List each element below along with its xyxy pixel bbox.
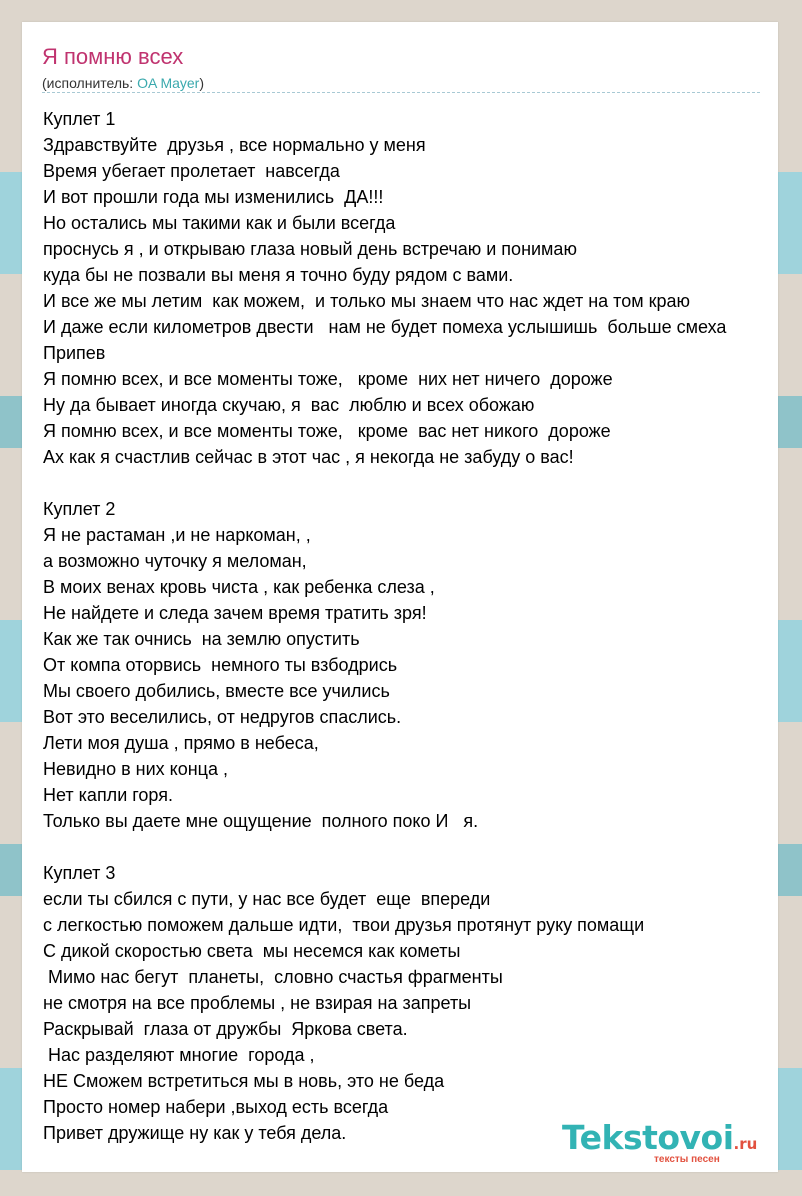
logo-tagline: тексты песен	[654, 1154, 720, 1165]
lyric-line: Я помню всех, и все моменты тоже, кроме вас нет никого дороже	[43, 421, 611, 441]
lyric-line: Здравствуйте друзья , все нормально у меня	[43, 135, 426, 155]
lyric-line: Лети моя душа , прямо в небеса,	[43, 733, 319, 753]
lyric-line: проснусь я , и открываю глаза новый день встречаю и понимаю	[43, 239, 577, 259]
lyric-line: Вот это веселились, от недругов спаслись.	[43, 707, 402, 727]
lyric-line: Куплет 3	[43, 863, 116, 883]
lyrics-text	[43, 106, 778, 1146]
lyric-line: Я не растаман ,и не наркоман, ,	[43, 525, 311, 545]
lyric-line: И вот прошли года мы изменились ДА!!!	[43, 187, 384, 207]
lyric-line: Невидно в них конца ,	[43, 759, 228, 779]
lyric-line: Не найдете и следа зачем время тратить зря!	[43, 603, 427, 623]
artist-suffix: )	[199, 75, 205, 91]
lyric-line: Привет дружище ну как у тебя дела.	[43, 1123, 347, 1143]
artist-prefix: (исполнитель:	[42, 75, 138, 91]
lyric-line	[43, 834, 778, 860]
artist-link[interactable]: OA Mayer	[137, 75, 200, 91]
lyric-line: Время убегает пролетает навсегда	[43, 161, 340, 181]
song-title: Я помню всех	[42, 44, 184, 69]
lyric-line: Куплет 1	[43, 109, 116, 129]
lyric-line: если ты сбился с пути, у нас все будет еще впереди	[43, 889, 491, 909]
lyric-line: не смотря на все проблемы , не взирая на запреты	[43, 993, 472, 1013]
lyric-line: От компа оторвись немного ты взбодрись	[43, 655, 398, 675]
lyric-line: Нет капли горя.	[43, 785, 173, 805]
stripe-beige	[0, 1170, 802, 1196]
lyric-line: Ах как я счастлив сейчас в этот час , я некогда не забуду о вас!	[43, 447, 574, 467]
lyric-line: Но остались мы такими как и были всегда	[43, 213, 396, 233]
lyric-line: Мы своего добились, вместе все учились	[43, 681, 390, 701]
lyric-line: И даже если километров двести нам не будет помеха услышишь больше смеха	[43, 317, 727, 337]
logo-tld: .ru	[733, 1135, 758, 1153]
lyric-line: И все же мы летим как можем, и только мы знаем что нас ждет на том краю	[43, 291, 690, 311]
site-logo[interactable]	[562, 1118, 772, 1168]
lyric-line	[43, 470, 778, 496]
lyric-line: Я помню всех, и все моменты тоже, кроме них нет ничего дороже	[43, 369, 613, 389]
lyric-line: Припев	[43, 343, 106, 363]
lyric-line: Как же так очнись на землю опустить	[43, 629, 360, 649]
logo-name: Tekstovoi	[562, 1118, 734, 1157]
lyric-line: В моих венах кровь чиста , как ребенка слеза ,	[43, 577, 435, 597]
lyric-line: Ну да бывает иногда скучаю, я вас люблю и всех обожаю	[43, 395, 535, 415]
lyrics-card	[22, 22, 778, 1172]
lyric-line: куда бы не позвали вы меня я точно буду рядом с вами.	[43, 265, 514, 285]
lyric-line: Мимо нас бегут планеты, словно счастья фрагменты	[43, 967, 503, 987]
artist-byline	[42, 74, 204, 92]
lyric-line: НЕ Сможем встретиться мы в новь, это не беда	[43, 1071, 445, 1091]
lyric-line: Раскрывай глаза от дружбы Яркова света.	[43, 1019, 408, 1039]
title-divider	[42, 92, 760, 93]
lyric-line: Только вы даете мне ощущение полного поко И я.	[43, 811, 479, 831]
lyric-line: Просто номер набери ,выход есть всегда	[43, 1097, 389, 1117]
lyric-line: Нас разделяют многие города ,	[43, 1045, 315, 1065]
lyric-line: с легкостью поможем дальше идти, твои друзья протянут руку помащи	[43, 915, 645, 935]
lyric-line: Куплет 2	[43, 499, 116, 519]
lyric-line: а возможно чуточку я меломан,	[43, 551, 307, 571]
lyric-line: С дикой скоростью света мы несемся как кометы	[43, 941, 461, 961]
